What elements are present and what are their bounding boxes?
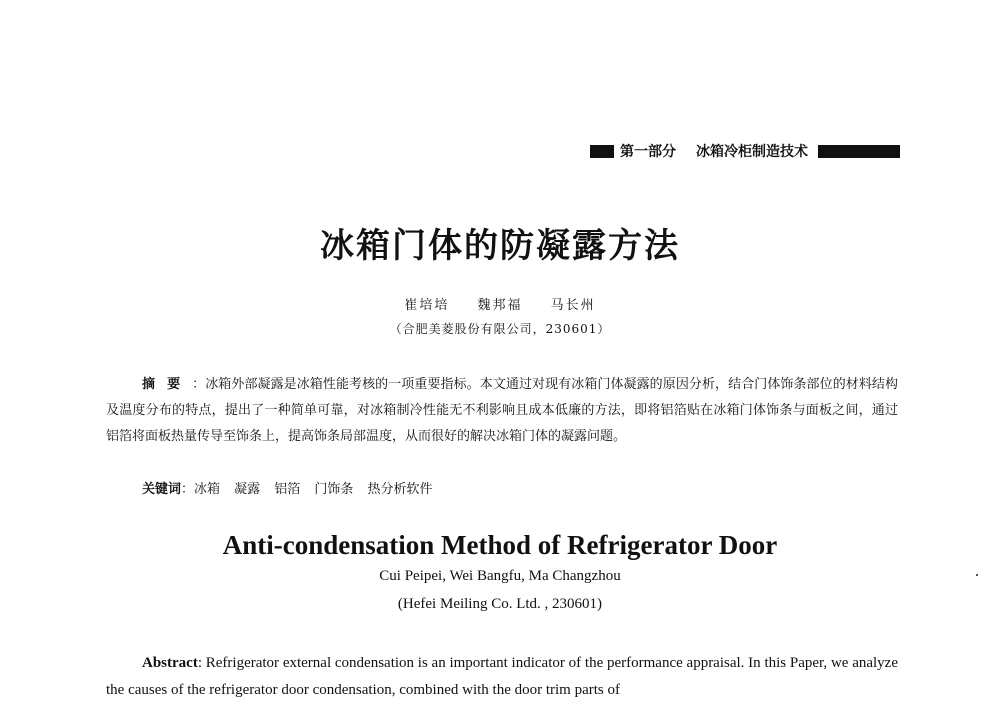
chinese-abstract <box>106 372 898 450</box>
section-topic-label: 冰箱冷柜制造技术 <box>696 144 808 160</box>
section-part-label: 第一部分 <box>620 144 676 160</box>
header-marker-large <box>818 145 900 158</box>
english-title: Anti-condensation Method of Refrigerator Door <box>222 530 778 560</box>
chinese-keywords <box>142 478 433 497</box>
english-abstract <box>106 650 898 704</box>
section-header <box>590 141 900 161</box>
header-marker-small <box>590 145 614 158</box>
chinese-keywords-label: 关键词 <box>142 482 182 497</box>
scan-speck <box>976 574 978 576</box>
english-abstract-text: : Refrigerator external condensation is an important indicator of the performance appraisal. In this Paper, we analyze the causes of the refrigerator door condensation, combined with the door trim parts of <box>106 655 898 698</box>
chinese-keywords-text: ：冰箱 凝露 铝箔 门饰条 热分析软件 <box>181 482 433 497</box>
chinese-abstract-text: ：冰箱外部凝露是冰箱性能考核的一项重要指标。本文通过对现有冰箱门体凝露的原因分析，结合门体饰条部位的材料结构及温度分布的特点，提出了一种简单可靠，对冰箱制冷性能无不利影响且成本低廉的方法，即将铝箔贴在冰箱门体饰条与面板之间，通过铝箔将面板热量传导至饰条上，提高饰条局部温度，从而很好的解决冰箱门体的凝露问题。 <box>106 377 898 444</box>
english-abstract-label: Abstract <box>142 655 198 671</box>
chinese-affiliation: （合肥美菱股份有限公司，230601） <box>389 322 611 336</box>
english-authors: Cui Peipei, Wei Bangfu, Ma Changzhou <box>379 568 621 584</box>
chinese-title: 冰箱门体的防凝露方法 <box>320 226 680 266</box>
chinese-abstract-label: 摘要 <box>142 377 193 392</box>
english-affiliation: (Hefei Meiling Co. Ltd. , 230601) <box>397 596 603 612</box>
chinese-authors: 崔培培 魏邦福 马长州 <box>404 298 596 313</box>
